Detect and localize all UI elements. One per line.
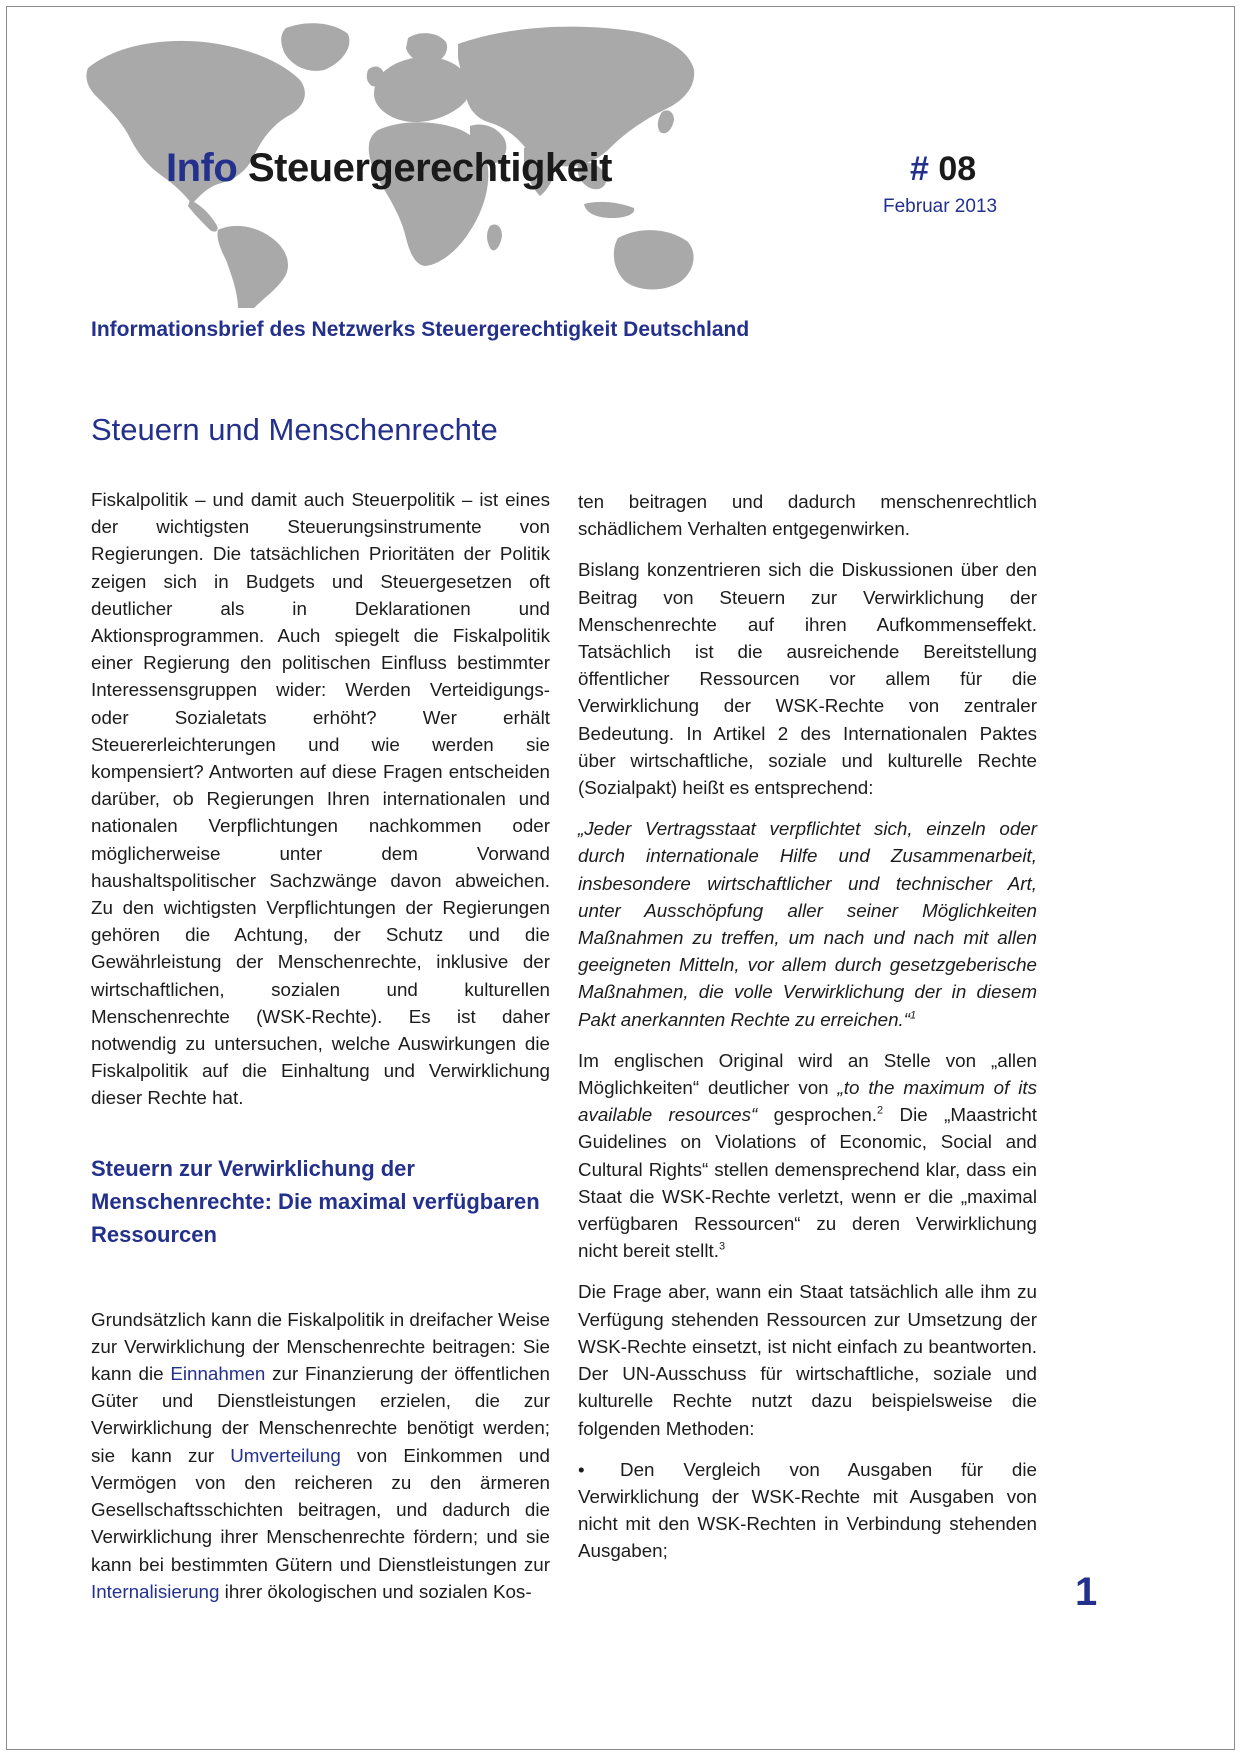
issue-date: Februar 2013 (883, 196, 998, 217)
paragraph: ten beitragen und dadurch menschenrechtlich schädlichem Verhalten entgegenwirken. (578, 491, 1037, 540)
paragraph (578, 1047, 1037, 1265)
quote-text: „Jeder Vertragsstaat verpflichtet sich, einzeln oder durch internationale Hilfe und Zusammenarbeit, insbesondere wirtschaftlicher und technischer Art, unter Ausschöpfung aller seiner Möglichkeiten Maßnahmen zu treffen, um nach und nach mit allen geeigneten Mitteln, vor allem durch gesetzgeberische Maßnahmen, die volle Verwirklichung der in diesem Pakt anerkannten Rechte zu erreichen.“ (578, 818, 1037, 1030)
paragraph: Bislang konzentrieren sich die Diskussionen über den Beitrag von Steuern zur Verwirklichung der Menschenrechte auf ihren Aufkommenseffekt. Tatsächlich ist die ausreichende Bereitstellung öffentlicher Ressourcen vor allem für die Verwirklichung der WSK-Rechte von zentraler Bedeutung. In Artikel 2 des Internationalen Paktes über wirtschaftliche, soziale und kulturelle Rechte (Sozialpakt) heißt es entsprechend: (578, 559, 1037, 799)
section-heading: Steuern zur Verwirklichung der Menschenrechte: Die maximal verfügbaren Ressourcen (91, 1155, 540, 1247)
right-column (578, 488, 1037, 1565)
bullet-icon: • (578, 1458, 585, 1480)
newsletter-title (166, 148, 612, 188)
text-span: Grundsätzlich kann die Fiskalpolitik in dreifacher Weise zur Verwirklichung der Menschenrechte beitragen: Sie kann die (91, 1308, 550, 1385)
link-einnahmen[interactable]: Einnahmen (170, 1363, 266, 1385)
text-span: Im englischen Original wird an Stelle von „allen Möglichkeiten“ deutlicher von (578, 1049, 1037, 1099)
list-item (578, 1456, 1037, 1565)
issue-hash: # (910, 150, 929, 188)
paragraph: Die Frage aber, wann ein Staat tatsächlich alle ihm zu Verfügung stehenden Ressourcen zur Umsetzung der WSK-Rechte einsetzt, ist nicht einfach zu beantworten. Der UN-Ausschuss für wirtschaftliche, soziale und kulturelle Rechte nutzt dazu beispielsweise die folgenden Methoden: (578, 1281, 1037, 1439)
paragraph (91, 1306, 550, 1605)
title-part-main: Steuergerechtigkeit (247, 146, 612, 190)
italic-text: „to the maximum of its available resources“ (578, 1077, 1037, 1126)
footnote-ref[interactable]: 1 (910, 1009, 917, 1022)
text-span: zur Finanzierung der öffentlichen Güter und Dienstleistungen erzielen, die zur Verwirklichung der Menschenrechte benötigt werden; sie kann zur (91, 1363, 550, 1466)
left-column (91, 486, 550, 1605)
text-span: gesprochen. (757, 1104, 878, 1126)
link-internalisierung[interactable]: Internalisierung (91, 1580, 220, 1602)
issue-number-value: 08 (938, 150, 977, 188)
link-umverteilung[interactable]: Umverteilung (230, 1444, 341, 1466)
text-span: Die „Maastricht Guidelines on Violations of Economic, Social and Cultural Rights“ stellen demensprechend klar, dass ein Staat die WSK-Rechte verletzt, wenn er die „maximal verfügbaren Ressourcen“ zu deren Verwirklichung nicht bereit stellt. (578, 1104, 1037, 1262)
footnote-ref[interactable]: 2 (877, 1105, 884, 1117)
article-title: Steuern und Menschenrechte (91, 412, 498, 447)
text-span: von Einkommen und Vermögen von den reicheren zu den ärmeren Gesellschaftsschichten beitragen, und dadurch die Verwirklichung ihrer Menschenrechte fördern; und sie kann bei bestimmten Gütern und Dienstleistungen zur (91, 1444, 551, 1575)
list-item-text: Den Vergleich von Ausgaben für die Verwirklichung der WSK-Rechte mit Ausgaben von nicht mit den WSK-Rechten in Verbindung stehenden Ausgaben; (578, 1458, 1037, 1562)
page-number: 1 (1075, 1570, 1098, 1614)
paragraph: Fiskalpolitik – und damit auch Steuerpolitik – ist eines der wichtigsten Steuerungsinstrumente von Regierungen. Die tatsächlichen Prioritäten der Politik zeigen sich in Budgets und Steuergesetzen oft deutlicher als in Deklarationen und Aktionsprogrammen. Auch spiegelt die Fiskalpolitik einer Regierung den politischen Einfluss bestimmter Interessensgruppen wider: Werden Verteidigungs- oder Sozialetats erhöht? Wer erhält Steuererleichterungen und wie werden sie kompensiert? Antworten auf diese Fragen entscheiden darüber, ob Regierungen Ihren internationalen und nationalen Verpflichtungen nachkommen oder möglicherweise unter dem Vorwand haushaltspolitischer Sachzwänge davon abweichen. Zu den wichtigsten Verpflichtungen der Regierungen gehören die Achtung, der Schutz und die Gewährleistung der Menschenrechte, inklusive der wirtschaftlichen, sozialen und kulturellen Menschenrechte (WSK-Rechte). Es ist daher notwendig zu untersuchen, welche Auswirkungen die Fiskalpolitik auf die Einhaltung und Verwirklichung dieser Rechte hat. (91, 489, 550, 1109)
issue-number (910, 152, 976, 186)
title-part-info: Info (166, 146, 238, 190)
text-span: ihrer ökologischen und sozialen Kos- (219, 1580, 532, 1602)
footnote-ref[interactable]: 3 (718, 1241, 726, 1254)
quote (578, 815, 1037, 1033)
newsletter-subtitle: Informationsbrief des Netzwerks Steuergerechtigkeit Deutschland (91, 318, 750, 341)
